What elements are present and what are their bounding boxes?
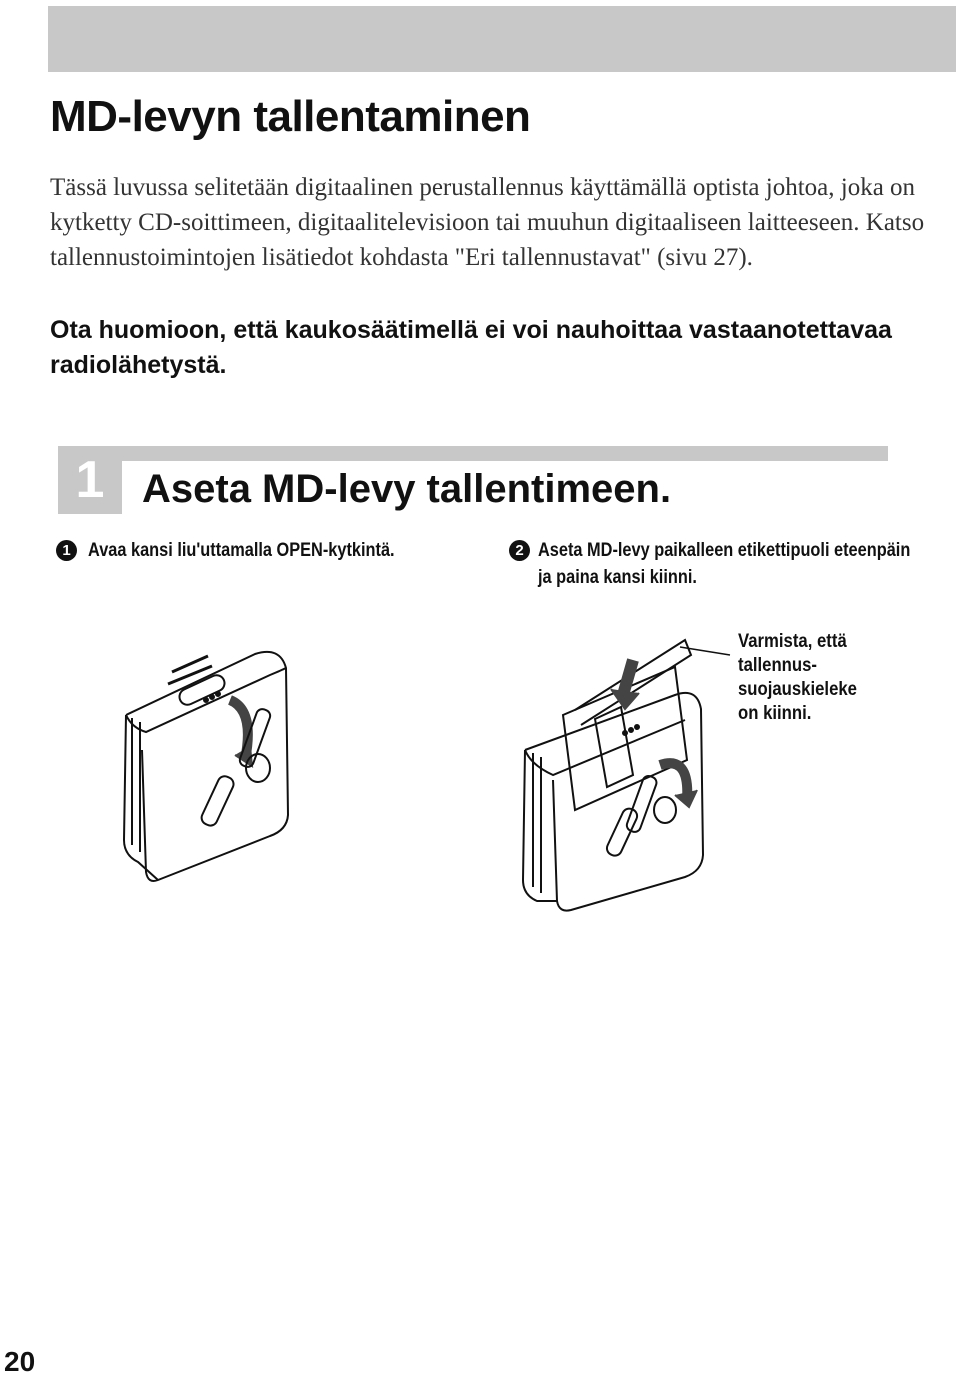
intro-paragraph: Tässä luvussa selitetään digitaalinen perustallennus käyttämällä optista johtoa, joka on kytketty CD-soittimeen, digitaalitelevisioon tai muuhun digitaaliseen laitteeseen. Katso tallennustoimintojen lisätiedot kohdasta "Eri tallennustavat" (sivu 27).: [50, 174, 925, 271]
intro-note: Ota huomioon, että kaukosäätimellä ei voi nauhoittaa vastaanotettavaa radiolähetystä.: [50, 316, 892, 379]
step-number: 1: [58, 446, 122, 514]
substep-2-text: Aseta MD-levy paikalleen etikettipuoli eteenpäin ja paina kansi kiinni.: [538, 540, 911, 588]
step-title: Aseta MD-levy tallentimeen.: [142, 467, 672, 511]
step-header-bar: [122, 446, 888, 461]
page-number: 20: [4, 1346, 36, 1377]
substep-2-number: 2: [509, 540, 530, 561]
substep-1-text: Avaa kansi liu'uttamalla OPEN-kytkintä.: [88, 540, 395, 561]
illustration-insert-disc: [515, 625, 735, 915]
chapter-title: MD-levyn tallentaminen: [50, 92, 531, 141]
header-band: [48, 6, 956, 72]
substep-1-number: 1: [56, 540, 77, 561]
illustration-open-lid: [110, 640, 310, 890]
protection-tab-callout: Varmista, että tallennus- suojauskieleke on kiinni.: [738, 631, 857, 724]
